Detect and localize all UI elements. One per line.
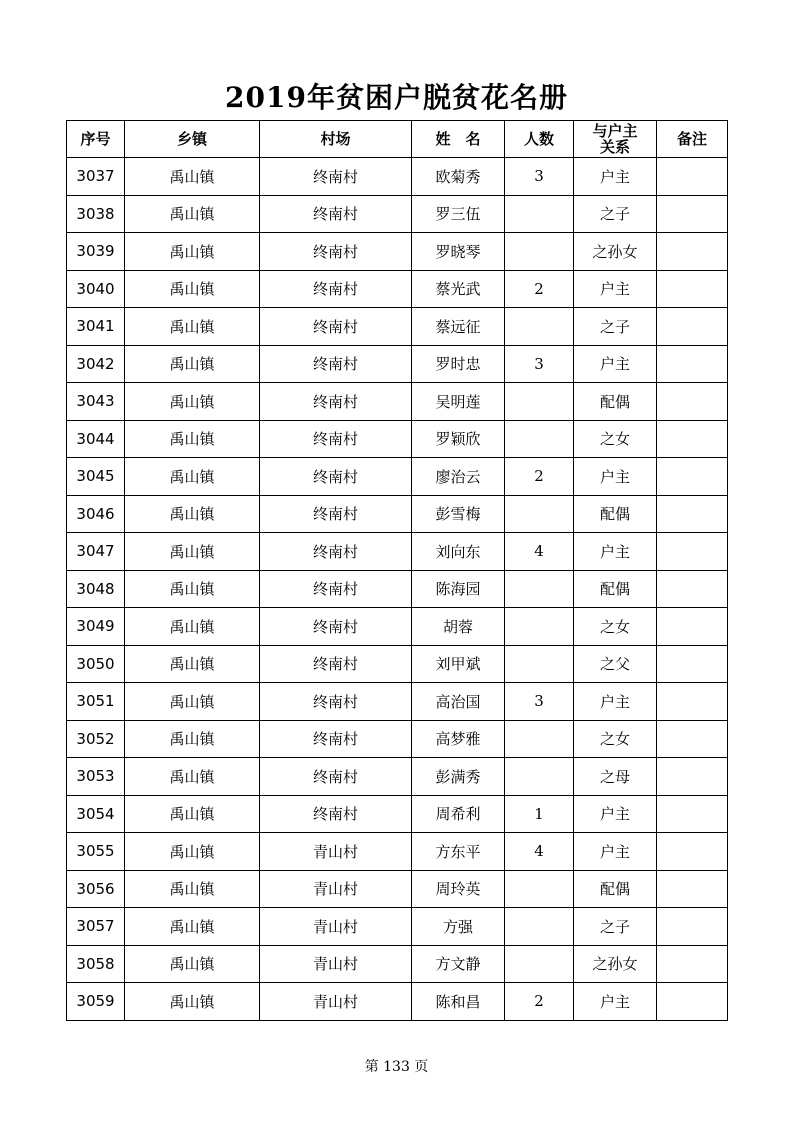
cell-village: 终南村	[260, 533, 412, 571]
cell-remark	[657, 495, 728, 533]
cell-seq: 3045	[67, 458, 125, 496]
cell-remark	[657, 570, 728, 608]
document-title: 2019年贫困户脱贫花名册	[225, 81, 568, 114]
cell-count	[505, 720, 574, 758]
cell-count	[505, 308, 574, 346]
cell-relation: 户主	[574, 795, 657, 833]
cell-town: 禹山镇	[125, 945, 260, 983]
cell-remark	[657, 308, 728, 346]
cell-name: 蔡远征	[412, 308, 505, 346]
cell-count: 2	[505, 983, 574, 1021]
cell-seq: 3039	[67, 233, 125, 271]
cell-remark	[657, 233, 728, 271]
cell-village: 青山村	[260, 870, 412, 908]
cell-relation: 配偶	[574, 383, 657, 421]
cell-remark	[657, 270, 728, 308]
cell-relation: 之女	[574, 420, 657, 458]
cell-town: 禹山镇	[125, 758, 260, 796]
cell-name: 方文静	[412, 945, 505, 983]
cell-count	[505, 233, 574, 271]
cell-town: 禹山镇	[125, 795, 260, 833]
cell-relation: 户主	[574, 833, 657, 871]
cell-seq: 3038	[67, 195, 125, 233]
cell-name: 蔡光武	[412, 270, 505, 308]
cell-relation: 之子	[574, 908, 657, 946]
cell-name: 罗时忠	[412, 345, 505, 383]
cell-town: 禹山镇	[125, 870, 260, 908]
cell-remark	[657, 158, 728, 196]
cell-remark	[657, 795, 728, 833]
header-name: 姓 名	[412, 121, 505, 158]
cell-town: 禹山镇	[125, 383, 260, 421]
cell-name: 刘甲斌	[412, 645, 505, 683]
cell-remark	[657, 908, 728, 946]
cell-village: 终南村	[260, 158, 412, 196]
table-row	[67, 270, 728, 308]
cell-name: 罗晓琴	[412, 233, 505, 271]
cell-seq: 3056	[67, 870, 125, 908]
table-row	[67, 945, 728, 983]
cell-relation: 之孙女	[574, 945, 657, 983]
cell-name: 陈海园	[412, 570, 505, 608]
cell-relation: 之母	[574, 758, 657, 796]
cell-relation: 之孙女	[574, 233, 657, 271]
cell-count	[505, 945, 574, 983]
cell-village: 终南村	[260, 608, 412, 646]
cell-relation: 户主	[574, 458, 657, 496]
cell-relation: 户主	[574, 158, 657, 196]
table-row	[67, 495, 728, 533]
cell-count: 3	[505, 345, 574, 383]
cell-seq: 3059	[67, 983, 125, 1021]
cell-count: 3	[505, 158, 574, 196]
table-row	[67, 833, 728, 871]
cell-village: 终南村	[260, 383, 412, 421]
header-relation	[574, 121, 657, 158]
cell-name: 彭雪梅	[412, 495, 505, 533]
table-row	[67, 683, 728, 721]
cell-seq: 3055	[67, 833, 125, 871]
cell-seq: 3040	[67, 270, 125, 308]
cell-town: 禹山镇	[125, 458, 260, 496]
table-row	[67, 345, 728, 383]
table-row	[67, 908, 728, 946]
cell-village: 终南村	[260, 570, 412, 608]
cell-relation: 之子	[574, 195, 657, 233]
cell-seq: 3053	[67, 758, 125, 796]
cell-count	[505, 195, 574, 233]
cell-town: 禹山镇	[125, 533, 260, 571]
cell-remark	[657, 983, 728, 1021]
cell-remark	[657, 345, 728, 383]
cell-relation: 配偶	[574, 570, 657, 608]
table-row	[67, 795, 728, 833]
cell-relation: 之女	[574, 720, 657, 758]
cell-remark	[657, 383, 728, 421]
cell-remark	[657, 645, 728, 683]
header-seq: 序号	[67, 121, 125, 158]
cell-town: 禹山镇	[125, 158, 260, 196]
cell-seq: 3037	[67, 158, 125, 196]
cell-village: 青山村	[260, 983, 412, 1021]
cell-town: 禹山镇	[125, 645, 260, 683]
roster-body	[67, 158, 728, 1021]
cell-relation: 配偶	[574, 495, 657, 533]
cell-count	[505, 908, 574, 946]
cell-remark	[657, 720, 728, 758]
cell-name: 罗三伍	[412, 195, 505, 233]
cell-relation: 之子	[574, 308, 657, 346]
header-relation-line2: 关系	[599, 138, 630, 156]
cell-name: 胡蓉	[412, 608, 505, 646]
cell-count: 3	[505, 683, 574, 721]
page-number: 第 133 页	[364, 1059, 429, 1075]
cell-remark	[657, 420, 728, 458]
cell-count	[505, 495, 574, 533]
cell-count	[505, 645, 574, 683]
cell-name: 罗颖欣	[412, 420, 505, 458]
cell-count: 2	[505, 458, 574, 496]
cell-name: 方强	[412, 908, 505, 946]
cell-town: 禹山镇	[125, 720, 260, 758]
cell-seq: 3044	[67, 420, 125, 458]
cell-town: 禹山镇	[125, 233, 260, 271]
cell-count	[505, 758, 574, 796]
header-village: 村场	[260, 121, 412, 158]
cell-seq: 3041	[67, 308, 125, 346]
table-row	[67, 420, 728, 458]
cell-count: 1	[505, 795, 574, 833]
roster-table	[66, 120, 728, 1021]
header-relation-line1: 与户主	[592, 122, 638, 140]
table-row	[67, 570, 728, 608]
cell-town: 禹山镇	[125, 308, 260, 346]
cell-relation: 之女	[574, 608, 657, 646]
header-count: 人数	[505, 121, 574, 158]
cell-seq: 3047	[67, 533, 125, 571]
cell-village: 终南村	[260, 308, 412, 346]
cell-village: 终南村	[260, 720, 412, 758]
cell-town: 禹山镇	[125, 608, 260, 646]
cell-town: 禹山镇	[125, 495, 260, 533]
cell-town: 禹山镇	[125, 420, 260, 458]
table-row	[67, 308, 728, 346]
cell-village: 终南村	[260, 495, 412, 533]
cell-relation: 配偶	[574, 870, 657, 908]
cell-name: 刘向东	[412, 533, 505, 571]
cell-village: 青山村	[260, 945, 412, 983]
header-town: 乡镇	[125, 121, 260, 158]
header-remark: 备注	[657, 121, 728, 158]
cell-village: 终南村	[260, 233, 412, 271]
table-row	[67, 158, 728, 196]
cell-relation: 之父	[574, 645, 657, 683]
table-row	[67, 720, 728, 758]
table-row	[67, 195, 728, 233]
table-row	[67, 758, 728, 796]
cell-relation: 户主	[574, 270, 657, 308]
cell-seq: 3054	[67, 795, 125, 833]
cell-count: 4	[505, 533, 574, 571]
cell-town: 禹山镇	[125, 683, 260, 721]
cell-remark	[657, 533, 728, 571]
cell-relation: 户主	[574, 345, 657, 383]
cell-relation: 户主	[574, 533, 657, 571]
cell-name: 高治国	[412, 683, 505, 721]
cell-name: 周玲英	[412, 870, 505, 908]
cell-town: 禹山镇	[125, 983, 260, 1021]
cell-village: 终南村	[260, 195, 412, 233]
cell-town: 禹山镇	[125, 833, 260, 871]
cell-name: 廖治云	[412, 458, 505, 496]
cell-name: 彭满秀	[412, 758, 505, 796]
cell-seq: 3057	[67, 908, 125, 946]
cell-seq: 3049	[67, 608, 125, 646]
table-row	[67, 533, 728, 571]
cell-count	[505, 420, 574, 458]
cell-village: 终南村	[260, 758, 412, 796]
cell-remark	[657, 683, 728, 721]
cell-seq: 3051	[67, 683, 125, 721]
cell-village: 青山村	[260, 833, 412, 871]
table-row	[67, 870, 728, 908]
cell-seq: 3048	[67, 570, 125, 608]
table-row	[67, 608, 728, 646]
cell-village: 终南村	[260, 645, 412, 683]
cell-name: 高梦雅	[412, 720, 505, 758]
table-row	[67, 458, 728, 496]
cell-town: 禹山镇	[125, 345, 260, 383]
cell-name: 方东平	[412, 833, 505, 871]
cell-count: 2	[505, 270, 574, 308]
cell-name: 周希利	[412, 795, 505, 833]
cell-name: 陈和昌	[412, 983, 505, 1021]
cell-name: 吴明莲	[412, 383, 505, 421]
cell-village: 终南村	[260, 345, 412, 383]
cell-seq: 3050	[67, 645, 125, 683]
table-row	[67, 983, 728, 1021]
cell-town: 禹山镇	[125, 908, 260, 946]
cell-village: 青山村	[260, 908, 412, 946]
cell-count	[505, 570, 574, 608]
cell-remark	[657, 458, 728, 496]
cell-count: 4	[505, 833, 574, 871]
cell-village: 终南村	[260, 270, 412, 308]
cell-count	[505, 608, 574, 646]
cell-remark	[657, 758, 728, 796]
cell-village: 终南村	[260, 683, 412, 721]
cell-remark	[657, 195, 728, 233]
table-row	[67, 645, 728, 683]
cell-seq: 3043	[67, 383, 125, 421]
cell-remark	[657, 608, 728, 646]
cell-remark	[657, 833, 728, 871]
cell-name: 欧菊秀	[412, 158, 505, 196]
cell-count	[505, 383, 574, 421]
cell-seq: 3058	[67, 945, 125, 983]
cell-village: 终南村	[260, 795, 412, 833]
cell-seq: 3042	[67, 345, 125, 383]
cell-seq: 3046	[67, 495, 125, 533]
cell-remark	[657, 945, 728, 983]
cell-town: 禹山镇	[125, 570, 260, 608]
cell-village: 终南村	[260, 420, 412, 458]
table-row	[67, 383, 728, 421]
cell-relation: 户主	[574, 983, 657, 1021]
cell-remark	[657, 870, 728, 908]
table-row	[67, 233, 728, 271]
cell-count	[505, 870, 574, 908]
cell-village: 终南村	[260, 458, 412, 496]
cell-town: 禹山镇	[125, 195, 260, 233]
cell-seq: 3052	[67, 720, 125, 758]
header-row	[67, 121, 728, 158]
cell-relation: 户主	[574, 683, 657, 721]
cell-town: 禹山镇	[125, 270, 260, 308]
